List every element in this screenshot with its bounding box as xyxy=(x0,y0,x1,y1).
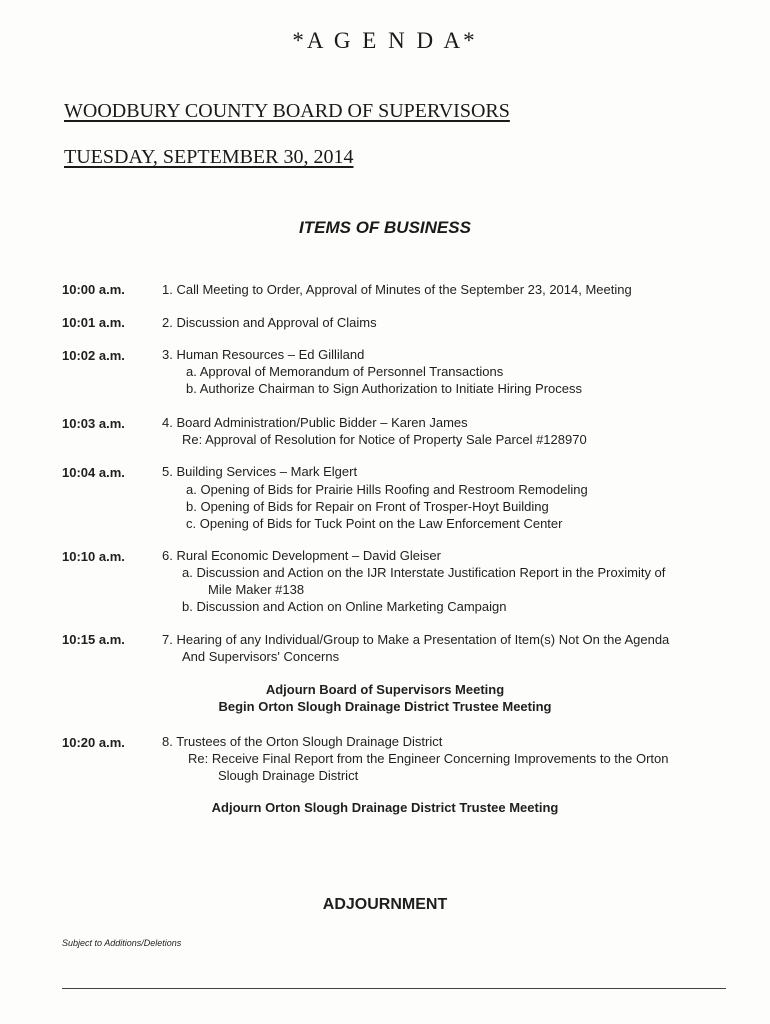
item-subtext: And Supervisors' Concerns xyxy=(182,649,340,664)
item-text: 4. Board Administration/Public Bidder – Karen James xyxy=(162,415,468,430)
item-time: 10:01 a.m. xyxy=(62,315,125,330)
adjourn-board-note: Adjourn Board of Supervisors Meeting xyxy=(265,682,505,697)
item-subtext: Mile Maker #138 xyxy=(208,582,305,597)
item-subtext: Slough Drainage District xyxy=(218,768,359,783)
item-subtext: a. Approval of Memorandum of Personnel Transactions xyxy=(186,364,504,379)
item-text: 1. Call Meeting to Order, Approval of Minutes of the September 23, 2014, Meeting xyxy=(162,282,632,297)
meeting-date: TUESDAY, SEPTEMBER 30, 2014 xyxy=(64,146,354,168)
adjournment-heading: ADJOURNMENT xyxy=(322,896,448,913)
item-time: 10:10 a.m. xyxy=(62,549,125,564)
item-time: 10:04 a.m. xyxy=(62,465,125,480)
bottom-divider xyxy=(62,988,726,989)
item-subtext: Re: Receive Final Report from the Engineer Concerning Improvements to the Orton xyxy=(188,751,669,766)
item-time: 10:15 a.m. xyxy=(62,632,125,647)
item-text: 7. Hearing of any Individual/Group to Make a Presentation of Item(s) Not On the Agenda xyxy=(162,632,670,647)
footnote: Subject to Additions/Deletions xyxy=(62,938,182,948)
item-subtext: a. Discussion and Action on the IJR Interstate Justification Report in the Proximity of xyxy=(182,565,666,580)
item-text: 3. Human Resources – Ed Gilliland xyxy=(162,347,365,362)
agenda-title: *A G E N D A* xyxy=(292,28,478,53)
item-subtext: Re: Approval of Resolution for Notice of Property Sale Parcel #128970 xyxy=(182,432,587,447)
item-text: 6. Rural Economic Development – David Gleiser xyxy=(162,548,441,563)
item-time: 10:02 a.m. xyxy=(62,348,125,363)
item-subtext: c. Opening of Bids for Tuck Point on the Law Enforcement Center xyxy=(186,516,563,531)
section-heading: ITEMS OF BUSINESS xyxy=(299,218,471,237)
item-time: 10:03 a.m. xyxy=(62,416,125,431)
item-text: 8. Trustees of the Orton Slough Drainage District xyxy=(162,734,443,749)
begin-trustee-note: Begin Orton Slough Drainage District Trustee Meeting xyxy=(218,699,552,714)
item-subtext: b. Discussion and Action on Online Marketing Campaign xyxy=(182,599,507,614)
item-subtext: b. Opening of Bids for Repair on Front of Trosper-Hoyt Building xyxy=(186,499,549,514)
item-subtext: b. Authorize Chairman to Sign Authorization to Initiate Hiring Process xyxy=(186,381,582,396)
item-time: 10:20 a.m. xyxy=(62,735,125,750)
item-text: 5. Building Services – Mark Elgert xyxy=(162,464,358,479)
item-subtext: a. Opening of Bids for Prairie Hills Roofing and Restroom Remodeling xyxy=(186,482,588,497)
organization-name: WOODBURY COUNTY BOARD OF SUPERVISORS xyxy=(64,100,510,122)
item-text: 2. Discussion and Approval of Claims xyxy=(162,315,377,330)
item-time: 10:00 a.m. xyxy=(62,282,125,297)
adjourn-trustee-note: Adjourn Orton Slough Drainage District Trustee Meeting xyxy=(211,800,559,815)
